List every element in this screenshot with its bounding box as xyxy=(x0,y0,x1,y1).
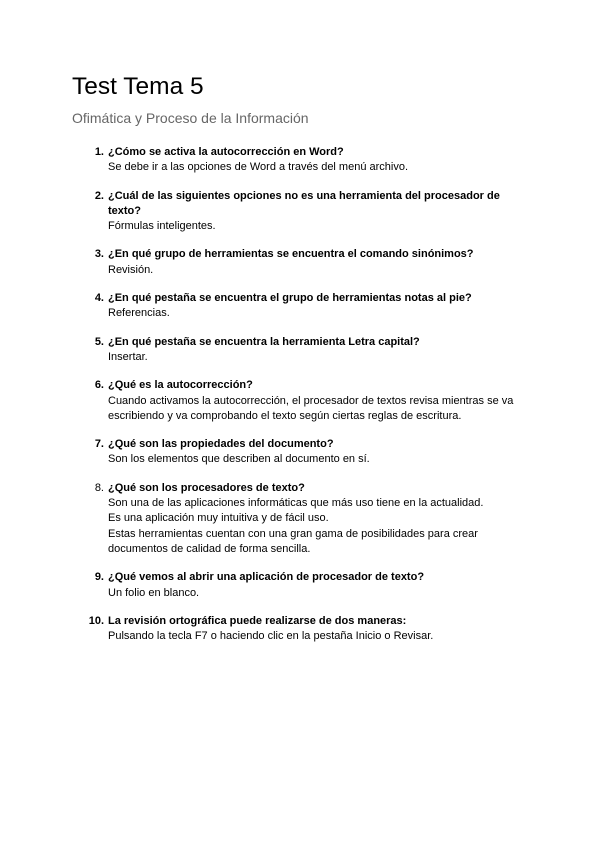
question-item xyxy=(72,378,532,424)
question-number: 8. xyxy=(94,481,104,494)
question-item xyxy=(72,335,532,366)
page-title: Test Tema 5 xyxy=(72,73,204,100)
answer-text: Un folio en blanco. xyxy=(108,586,200,599)
question-text: ¿En qué grupo de herramientas se encuentra el comando sinónimos? xyxy=(108,248,474,261)
question-item xyxy=(72,481,532,557)
question-number: 1. xyxy=(94,146,104,158)
answer-text: Fórmulas inteligentes. xyxy=(108,220,216,233)
answer-text: Son los elementos que describen al documento en sí. xyxy=(108,453,370,466)
question-list xyxy=(72,145,532,644)
question-number: 9. xyxy=(94,571,104,584)
question-item xyxy=(72,437,532,468)
question-text: ¿Qué son los procesadores de texto? xyxy=(108,481,305,494)
question-text: ¿Qué es la autocorrección? xyxy=(108,379,253,392)
question-item xyxy=(72,247,532,278)
answer-text: Son una de las aplicaciones informáticas que más uso tiene en la actualidad. Es una aplicación muy intuitiva y de fácil uso. Estas herramientas cuentan con una gran gama de posibilidades para crear documentos de calidad de forma sencilla. xyxy=(108,497,484,555)
question-number: 10. xyxy=(88,614,104,627)
answer-text: Pulsando la tecla F7 o haciendo clic en la pestaña Inicio o Revisar. xyxy=(108,630,434,643)
answer-text: Insertar. xyxy=(108,350,148,363)
question-number: 7. xyxy=(94,438,104,451)
question-item xyxy=(72,189,532,235)
answer-text: Revisión. xyxy=(108,263,154,276)
answer-text: Cuando activamos la autocorrección, el procesador de textos revisa mientras se va escribiendo y va comprobando el texto según ciertas reglas de escritura. xyxy=(108,394,514,422)
question-text: ¿Cuál de las siguientes opciones no es una herramienta del procesador de texto? xyxy=(108,189,500,217)
question-text: ¿Cómo se activa la autocorrección en Word? xyxy=(108,146,344,158)
question-text: La revisión ortográfica puede realizarse de dos maneras: xyxy=(108,614,407,627)
answer-text: Se debe ir a las opciones de Word a través del menú archivo. xyxy=(108,161,409,174)
question-number: 3. xyxy=(94,248,104,261)
question-item xyxy=(72,291,532,322)
question-item xyxy=(72,614,532,645)
question-number: 4. xyxy=(94,292,104,305)
answer-text: Referencias. xyxy=(108,307,170,320)
question-number: 6. xyxy=(94,379,104,392)
question-text: ¿En qué pestaña se encuentra el grupo de herramientas notas al pie? xyxy=(108,292,472,305)
page-subtitle: Ofimática y Proceso de la Información xyxy=(72,110,309,126)
question-item xyxy=(72,570,532,601)
question-text: ¿En qué pestaña se encuentra la herramienta Letra capital? xyxy=(108,335,420,348)
question-text: ¿Qué vemos al abrir una aplicación de procesador de texto? xyxy=(108,571,425,584)
question-item xyxy=(72,145,532,176)
question-text: ¿Qué son las propiedades del documento? xyxy=(108,438,334,451)
question-number: 2. xyxy=(94,189,104,202)
question-number: 5. xyxy=(94,335,104,348)
